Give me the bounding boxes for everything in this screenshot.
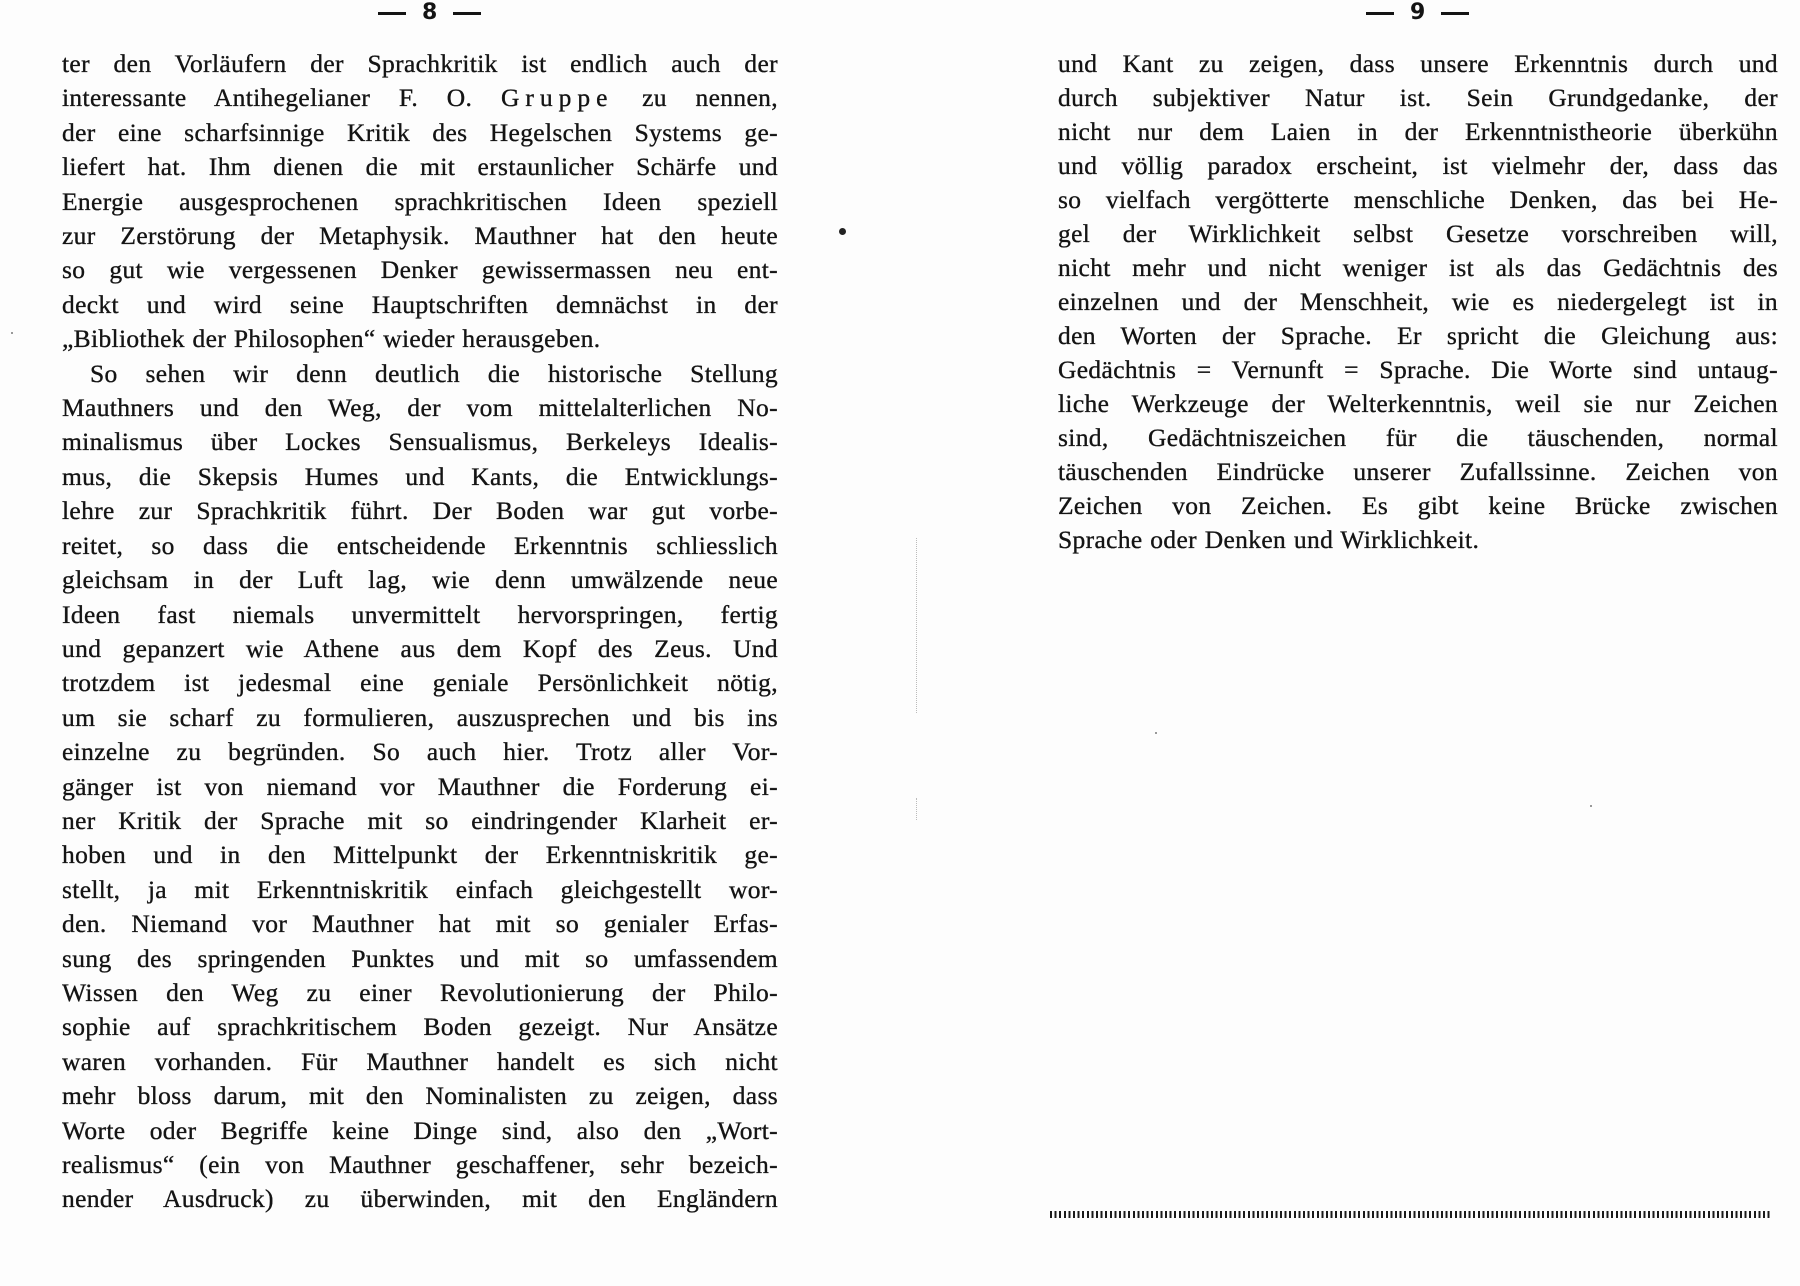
right-page-text [1058,47,1778,557]
dash-icon [453,12,481,15]
text-line: durch subjektiver Natur ist. Sein Grundgedanke, der [1058,83,1778,112]
text-line: Wissen den Weg zu einer Revolutionierung der Philo- [62,977,778,1007]
page-number-value: 9 [1410,0,1426,25]
left-page-text [62,47,778,1217]
text-line: sophie auf sprachkritischem Boden gezeigt. Nur Ansätze [62,1012,778,1042]
text-line: So sehen wir denn deutlich die historische Stellung [90,358,778,388]
text-line: trotzdem ist jedesmal eine geniale Persönlichkeit nötig, [62,668,778,698]
text-line: nender Ausdruck) zu überwinden, mit den Engländern [62,1184,778,1214]
text-line: so gut wie vergessenen Denker gewissermassen neu ent- [62,255,778,285]
text-line: Zeichen von Zeichen. Es gibt keine Brücke zwischen [1058,491,1778,520]
emphasized-name: Gruppe [500,83,614,113]
scan-speck [11,332,13,334]
text-line: „Bibliothek der Philosophen“ wieder herausgeben. [62,324,601,354]
text-line: minalismus über Lockes Sensualismus, Berkeleys Idealis- [62,427,778,457]
text-line: gänger ist von niemand vor Mauthner die Forderung ei- [62,771,778,801]
text-line: nicht nur dem Laien in der Erkenntnistheorie überkühn [1058,117,1778,146]
text-line: hoben und in den Mittelpunkt der Erkenntniskritik ge- [62,840,778,870]
text-line: liefert hat. Ihm dienen die mit erstaunlicher Schärfe und [62,152,778,182]
text-line: einzelnen und der Menschheit, wie es niedergelegt ist in [1058,287,1778,316]
ink-dot-mark [839,228,846,235]
dash-icon [378,12,406,15]
dash-icon [1441,12,1469,15]
text-line: gleichsam in der Luft lag, wie denn umwälzende neue [62,565,778,595]
text-line: interessante Antihegelianer F. O. Gruppe zu nennen, [62,83,778,113]
text-line: der eine scharfsinnige Kritik des Hegelschen Systems ge- [62,117,778,147]
text-line: sung des springenden Punktes und mit so umfassendem [62,943,778,973]
text-line: den. Niemand vor Mauthner hat mit so genialer Erfas- [62,909,778,939]
page-number-right [1350,0,1485,28]
dotted-rule [1050,1211,1770,1218]
text-line: einzelne zu begründen. So auch hier. Trotz aller Vor- [62,737,778,767]
text-line: so vielfach vergötterte menschliche Denken, das bei He- [1058,185,1778,214]
text-line: täuschenden Eindrücke unserer Zufallssinne. Zeichen von [1058,457,1778,486]
text-line: Mauthners und den Weg, der vom mittelalterlichen No- [62,393,778,423]
gutter-scan-artifact [916,798,918,820]
text-line: mehr bloss darum, mit den Nominalisten zu zeigen, dass [62,1081,778,1111]
text-line: den Worten der Sprache. Er spricht die Gleichung aus: [1058,321,1778,350]
text-line: lehre zur Sprachkritik führt. Der Boden war gut vorbe- [62,496,778,526]
gutter-scan-artifact [916,538,918,713]
scan-speck [1155,732,1157,734]
page-number-left [362,0,497,28]
text-line: nicht mehr und nicht weniger ist als das Gedächtnis des [1058,253,1778,282]
text-line: gel der Wirklichkeit selbst Gesetze vorschreiben will, [1058,219,1778,248]
text-line: ter den Vorläufern der Sprachkritik ist endlich auch der [62,49,778,78]
text-line: und gepanzert wie Athene aus dem Kopf des Zeus. Und [62,633,778,663]
text-line: mus, die Skepsis Humes und Kants, die Entwicklungs- [62,461,778,491]
text-line: und Kant zu zeigen, dass unsere Erkenntnis durch und [1058,49,1778,78]
text-line: und völlig paradox erscheint, ist vielmehr der, dass das [1058,151,1778,180]
text-line: zur Zerstörung der Metaphysik. Mauthner hat den heute [62,221,778,251]
dash-icon [1366,12,1394,15]
text-line: Gedächtnis = Vernunft = Sprache. Die Worte sind untaug- [1058,355,1778,384]
text-line: sind, Gedächtniszeichen für die täuschenden, normal [1058,423,1778,452]
text-line: Energie ausgesprochenen sprachkritischen Ideen speziell [62,186,778,216]
text-line: Worte oder Begriffe keine Dinge sind, also den „Wort- [62,1115,778,1145]
text-line: realismus“ (ein von Mauthner geschaffener, sehr bezeich- [62,1150,778,1179]
scan-speck [1590,805,1592,807]
text-line: Ideen fast niemals unvermittelt hervorspringen, fertig [62,599,778,629]
text-line: waren vorhanden. Für Mauthner handelt es sich nicht [62,1046,778,1076]
page-number-value: 8 [422,0,438,25]
text-line: liche Werkzeuge der Welterkenntnis, weil sie nur Zeichen [1058,389,1778,418]
text-line: ner Kritik der Sprache mit so eindringender Klarheit er- [62,805,778,835]
text-line: reitet, so dass die entscheidende Erkenntnis schliesslich [62,530,778,560]
text-line: deckt und wird seine Hauptschriften demnächst in der [62,289,778,319]
text-line: Sprache oder Denken und Wirklichkeit. [1058,525,1480,554]
text-line: um sie scharf zu formulieren, auszusprechen und bis ins [62,702,778,732]
text-line: stellt, ja mit Erkenntniskritik einfach gleichgestellt wor- [62,874,778,904]
